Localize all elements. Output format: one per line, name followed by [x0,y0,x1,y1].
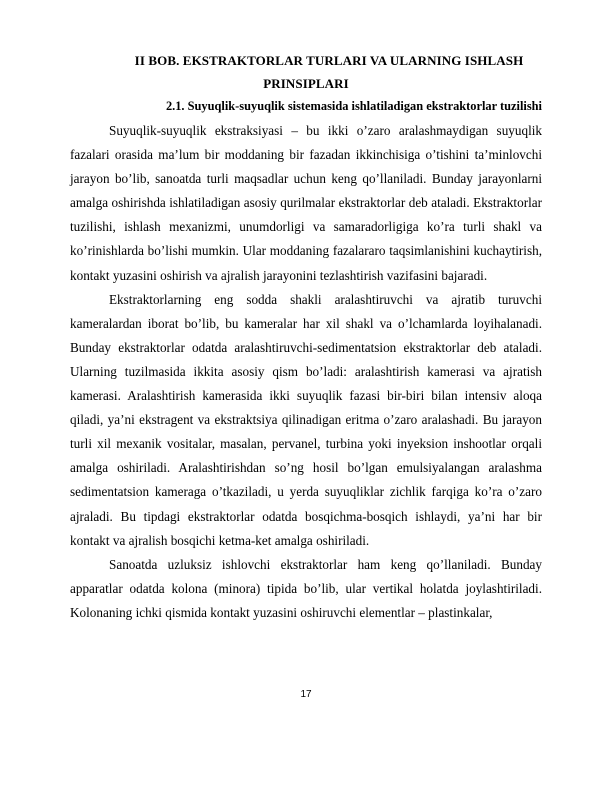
page-number: 17 [300,689,312,700]
chapter-heading-line1: II BOB. EKSTRAKTORLAR TURLARI VA ULARNING ISHLASH [134,53,524,68]
paragraph-2: Ekstraktorlarning eng sodda shakli aralashtiruvchi va ajratib turuvchi kameralardan iborat bo’lib, bu kameralar har xil shakl va o’lchamlarda loyihalanadi. Bunday ekstraktorlar odatda aralashtiruvchi-sedimentatsion ekstraktorlar deb ataladi. Ularning tuzilmasida ikkita asosiy qism bo’ladi: aralashtirish kamerasi va ajratish kamerasi. Aralashtirish kamerasida ikki suyuqlik fazasi bir-biri bilan intensiv aloqa qiladi, ya’ni ekstragent va ekstraktsiya qilinadigan eritma o’zaro aralashadi. Bu jarayon turli xil mexanik vositalar, masalan, pervanel, turbina yoki inyeksion inshootlar orqali amalga oshiriladi. Aralashtirishdan so’ng hosil bo’lgan emulsiyalangan aralashma sedimentatsion kameraga o’tkaziladi, u yerda suyuqliklar zichlik farqiga ko’ra o’zaro ajraladi. Bu tipdagi ekstraktorlar odatda bosqichma-bosqich ishlaydi, ya’ni har bir kontakt va ajralish bosqichi ketma-ket amalga oshiriladi. [70,291,542,548]
paragraph-1: Suyuqlik-suyuqlik ekstraksiyasi – bu ikki o’zaro aralashmaydigan suyuqlik fazalari orasida ma’lum bir moddaning bir fazadan ikkinchisiga o’tishini ta’minlovchi jarayon bo’lib, sanoatda turli maqsadlar uchun keng qo’llaniladi. Bunday jarayonlarni amalga oshirishda ishlatiladigan asosiy qurilmalar ekstraktorlar deb ataladi. Ekstraktorlar tuzilishi, ishlash mexanizmi, unumdorligi va samaradorligiga ko’ra turli shakl va ko’rinishlarda bo’lishi mumkin. Ular moddaning fazalararo taqsimlanishini kuchaytirish, kontakt yuzasini oshirish va ajralish jarayonini tezlashtirish vazifasini bajaradi. [70,123,542,283]
section-title: 2.1. Suyuqlik-suyuqlik sistemasida ishlatiladigan ekstraktorlar tuzilishi [165,99,542,113]
chapter-heading [70,49,542,95]
paragraph-3: Sanoatda uzluksiz ishlovchi ekstraktorlar ham keng qo’llaniladi. Bunday apparatlar odatda kolona (minora) tipida bo’lib, ular vertikal holatda joylashtiriladi. Kolonaning ichki qismida kontakt yuzasini oshiruvchi elementlar – plastinkalar, [70,556,542,620]
chapter-heading-line2: PRINSIPLARI [263,76,349,91]
body-text [70,119,542,625]
